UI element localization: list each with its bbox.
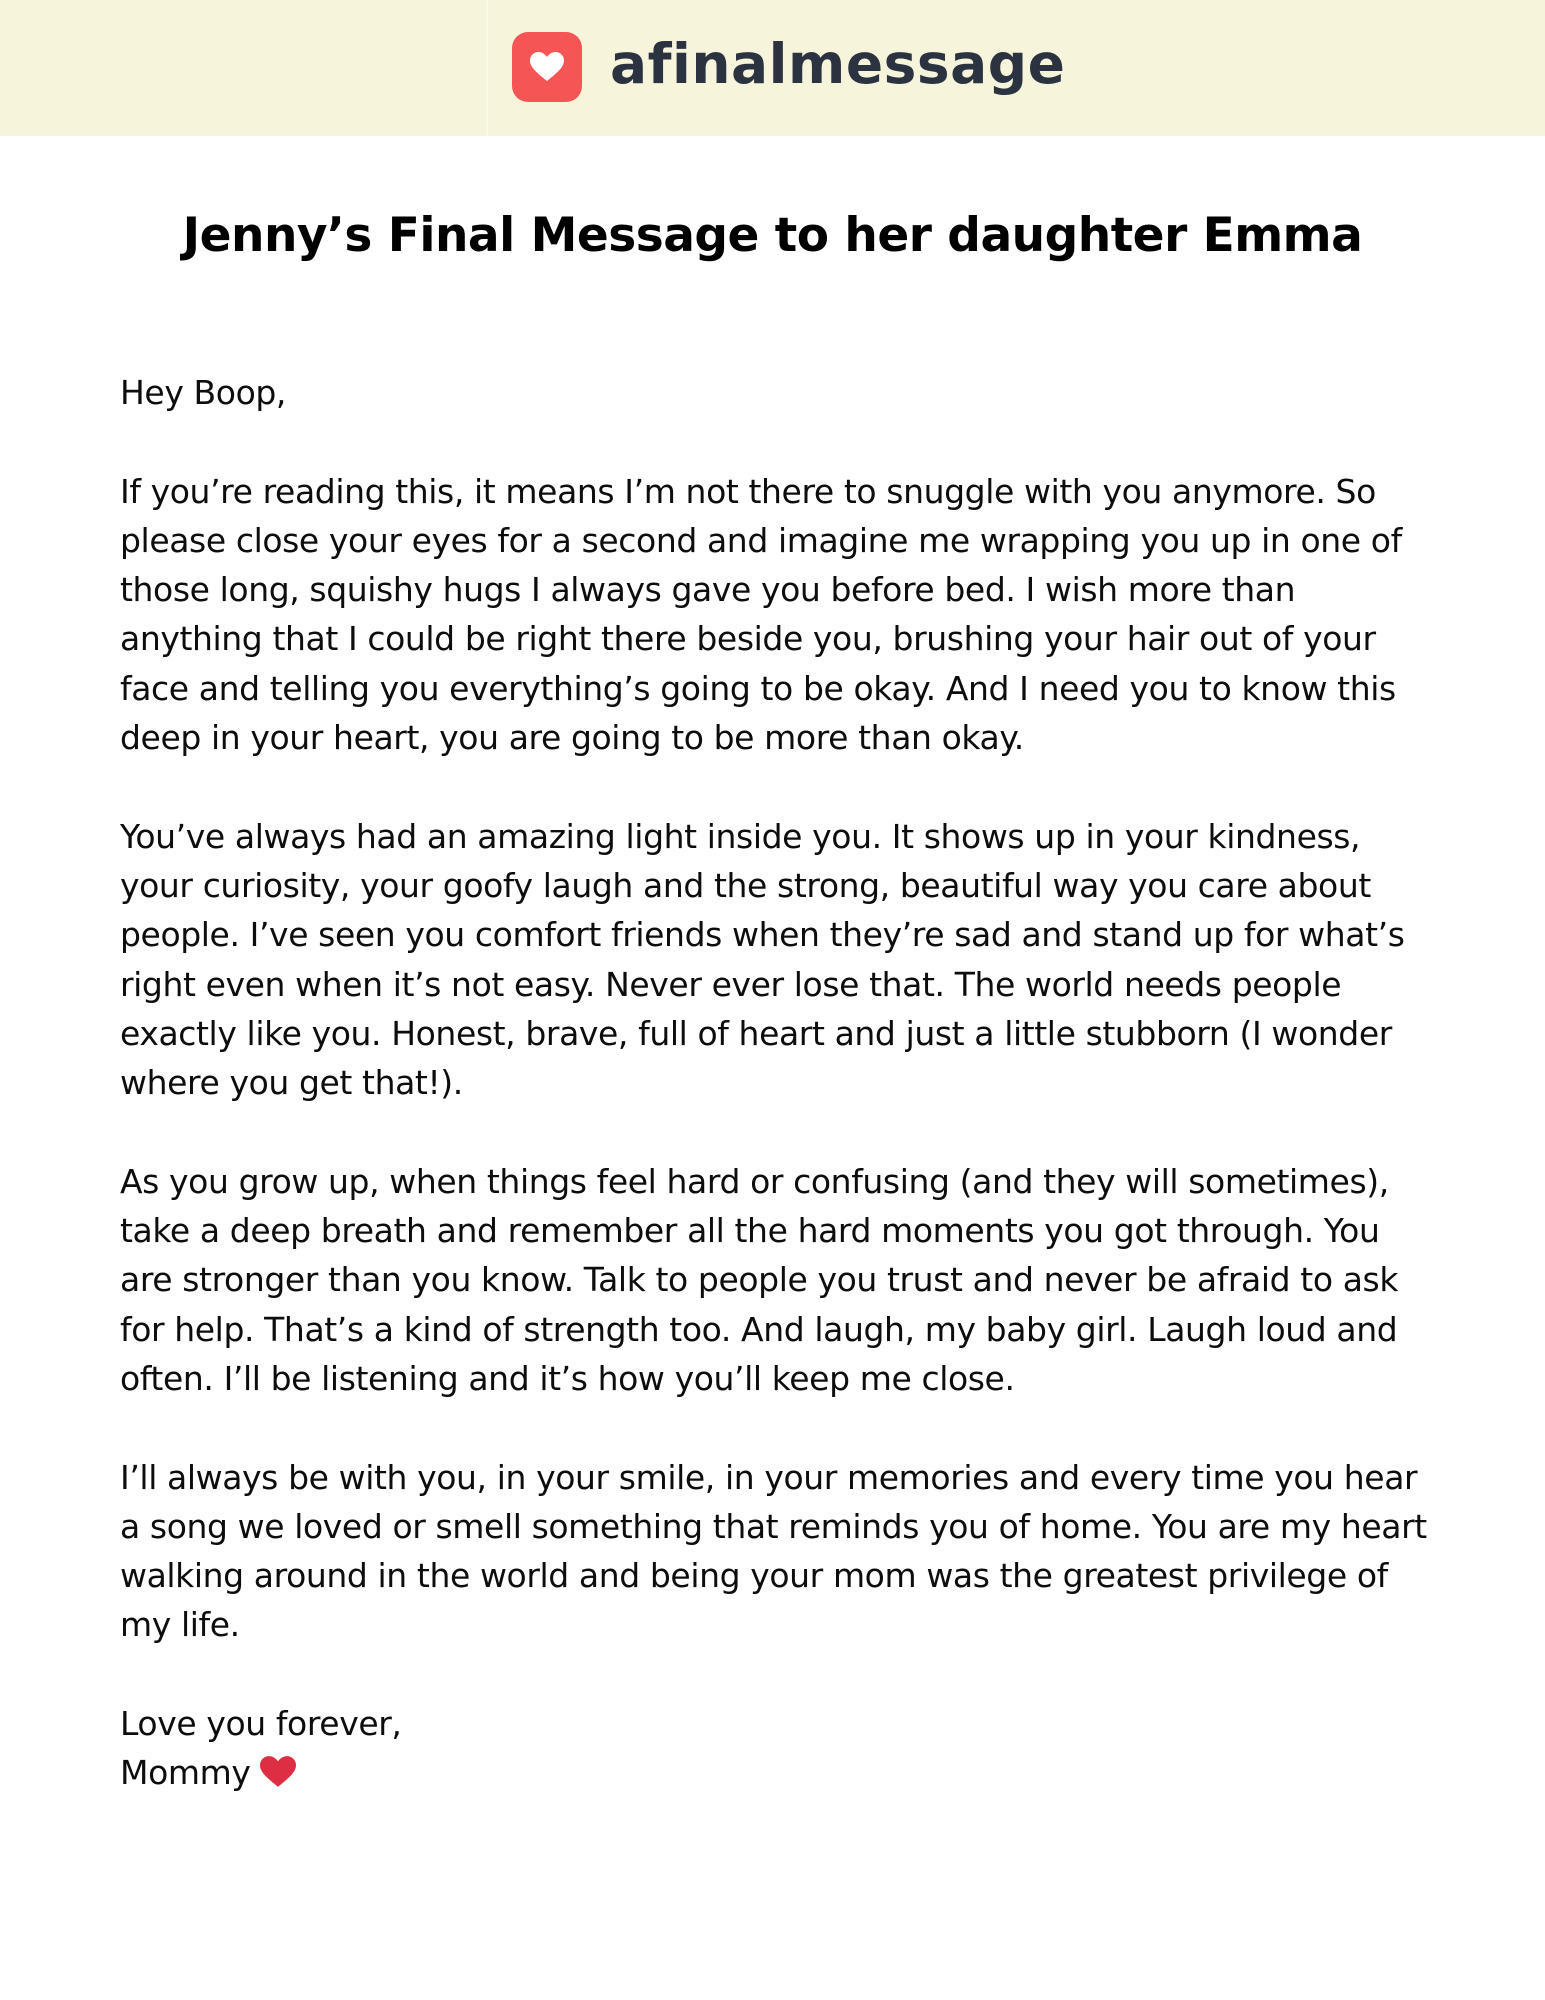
letter-closing: Love you forever, xyxy=(120,1704,402,1744)
letter-body xyxy=(120,368,1440,1802)
letter-signature: Mommy xyxy=(120,1753,251,1793)
red-heart-icon xyxy=(260,1752,296,1801)
page-title: Jenny’s Final Message to her daughter Emma xyxy=(182,208,1363,263)
brand-logo-link[interactable] xyxy=(512,31,1065,103)
letter-signature-line xyxy=(120,1748,1440,1801)
letter-paragraph: As you grow up, when things feel hard or confusing (and they will sometimes), take a deep breath and remember all the hard moments you got through. You are stronger than you know. Talk to people you trust and never be afraid to ask for help. That’s a kind of strength too. And laugh, my baby girl. Laugh loud and often. I’ll be listening and it’s how you’ll keep me close. xyxy=(120,1161,1399,1398)
site-header xyxy=(0,0,1545,136)
letter-signoff xyxy=(120,1699,1440,1802)
letter-paragraph: If you’re reading this, it means I’m not there to snuggle with you anymore. So please close your eyes for a second and imagine me wrapping you up in one of those long, squishy hugs I always gave you before bed. I wish more than anything that I could be right there beside you, brushing your hair out of your face and telling you everything’s going to be okay. And I need you to know this deep in your heart, you are going to be more than okay. xyxy=(120,471,1402,758)
letter-paragraph: I’ll always be with you, in your smile, in your memories and every time you hear a song we loved or smell something that reminds you of home. You are my heart walking around in the world and being your mom was the greatest privilege of my life. xyxy=(120,1457,1427,1645)
letter-greeting: Hey Boop, xyxy=(120,373,286,412)
brand-name: afinalmessage xyxy=(610,31,1066,96)
heart-icon xyxy=(512,32,582,102)
header-divider xyxy=(487,0,488,136)
letter-paragraph: You’ve always had an amazing light inside you. It shows up in your kindness, your curiosity, your goofy laugh and the strong, beautiful way you care about people. I’ve seen you comfort friends when they’re sad and stand up for what’s right even when it’s not easy. Never ever lose that. The world needs people exactly like you. Honest, brave, full of heart and just a little stubborn (I wonder where you get that!). xyxy=(120,816,1405,1103)
